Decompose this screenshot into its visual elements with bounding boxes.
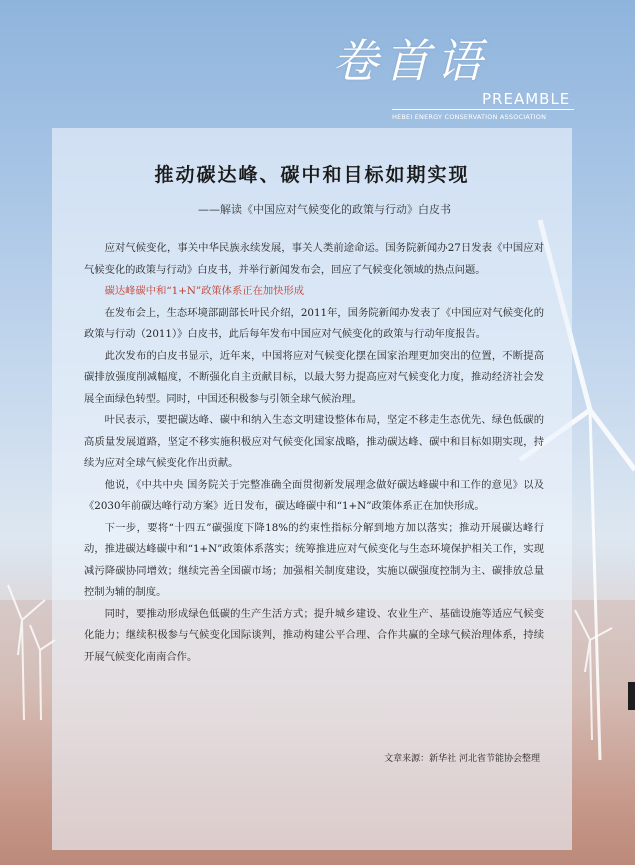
paragraph-next-steps: 下一步，要将“十四五”碳强度下降18%的约束性指标分解到地方加以落实；推动开展碳达峰行动，推进碳达峰碳中和“1+N”政策体系落实；统筹推进应对气候变化与生态环境保护相关工作，实现减污降碳协同增效；继续完善全国碳市场；加强相关制度建设，实施以碳强度控制为主、碳排放总量控制为辅的制度。 bbox=[84, 521, 544, 598]
article-body bbox=[84, 238, 544, 668]
paragraph-press-conference: 在发布会上，生态环境部副部长叶民介绍，2011年，国务院新闻办发表了《中国应对气候变化的政策与行动（2011）》白皮书，此后每年发布中国应对气候变化的政策与行动年度报告。 bbox=[84, 306, 544, 340]
paragraph-policy-system: 他说，《中共中央 国务院关于完整准确全面贯彻新发展理念做好碳达峰碳中和工作的意见》以及《2030年前碳达峰行动方案》近日发布，碳达峰碳中和“1+N”政策体系正在加快形成。 bbox=[84, 478, 544, 512]
paragraph-white-paper: 此次发布的白皮书显示，近年来，中国将应对气候变化摆在国家治理更加突出的位置，不断提高碳排放强度削减幅度，不断强化自主贡献目标，以最大努力提高应对气候变化力度，推动经济社会发展全面绿色转型。同时，中国还积极参与引领全球气候治理。 bbox=[84, 349, 544, 405]
article-source: 文章来源：新华社 河北省节能协会整理 bbox=[384, 754, 540, 764]
paragraph-intro: 应对气候变化，事关中华民族永续发展，事关人类前途命运。国务院新闻办27日发表《中国应对气候变化的政策与行动》白皮书，并举行新闻发布会，回应了气候变化领域的热点问题。 bbox=[84, 242, 544, 276]
paragraph-meanwhile: 同时，要推动形成绿色低碳的生产生活方式；提升城乡建设、农业生产、基础设施等适应气候变化能力；继续积极参与气候变化国际谈判，推动构建公平合理、合作共赢的全球气候治理体系，持续开展气候变化南南合作。 bbox=[84, 607, 544, 663]
header-title-cn: 卷首语 bbox=[332, 34, 488, 88]
section-heading: 碳达峰碳中和“1+N”政策体系正在加快形成 bbox=[104, 285, 305, 297]
page-edge-mark bbox=[628, 682, 635, 710]
header-organization: HEBEI ENERGY CONSERVATION ASSOCIATION bbox=[392, 113, 547, 121]
article-title: 推动碳达峰、碳中和目标如期实现 bbox=[154, 164, 470, 186]
article-subtitle: ——解读《中国应对气候变化的政策与行动》白皮书 bbox=[198, 203, 451, 216]
header-divider bbox=[392, 109, 574, 110]
paragraph-ye-min: 叶民表示，要把碳达峰、碳中和纳入生态文明建设整体布局，坚定不移走生态优先、绿色低碳的高质量发展道路，坚定不移实施积极应对气候变化国家战略，推动碳达峰、碳中和目标如期实现，持续为应对全球气候变化作出贡献。 bbox=[84, 414, 544, 469]
header-title-en: PREAMBLE bbox=[482, 90, 571, 108]
